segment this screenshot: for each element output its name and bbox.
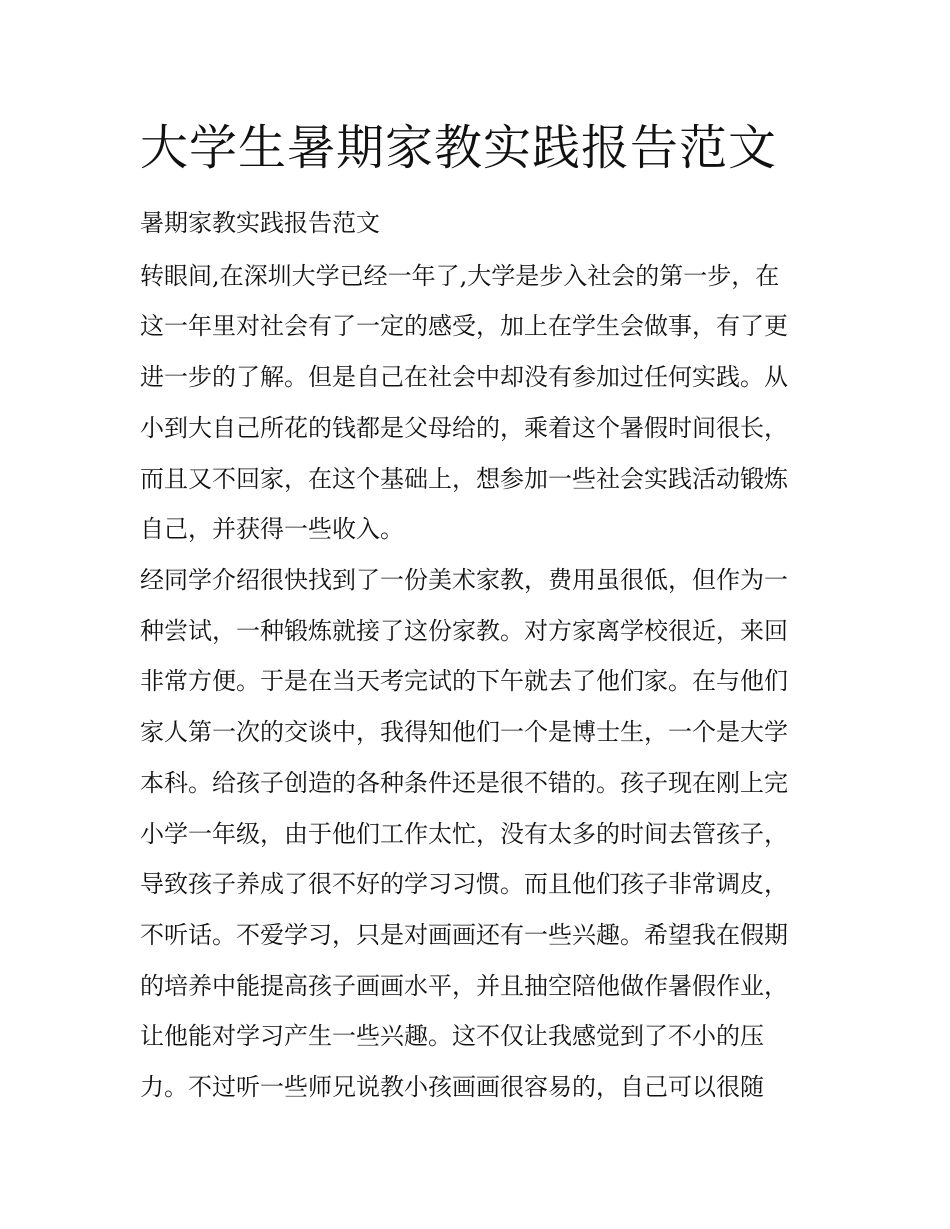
paragraph-line: 自己，并获得一些收入。 bbox=[140, 515, 404, 543]
paragraph-line: 这一年里对社会有了一定的感受，加上在学生会做事，有了更 bbox=[140, 312, 788, 340]
paragraph-line: 进一步的了解。但是自己在社会中却没有参加过任何实践。从 bbox=[140, 363, 788, 391]
document-subtitle: 暑期家教实践报告范文 bbox=[140, 209, 380, 237]
paragraph-line: 家人第一次的交谈中，我得知他们一个是博士生，一个是大学 bbox=[140, 718, 788, 746]
paragraph-line: 不听话。不爱学习，只是对画画还有一些兴趣。希望我在假期 bbox=[140, 921, 788, 949]
document-title: 大学生暑期家教实践报告范文 bbox=[140, 120, 778, 176]
paragraph-line: 而且又不回家，在这个基础上，想参加一些社会实践活动锻炼 bbox=[140, 465, 788, 493]
paragraph-line: 小到大自己所花的钱都是父母给的，乘着这个暑假时间很长， bbox=[140, 414, 788, 442]
paragraph-line: 力。不过听一些师兄说教小孩画画很容易的，自己可以很随 bbox=[140, 1073, 764, 1101]
paragraph-line: 经同学介绍很快找到了一份美术家教，费用虽很低，但作为一 bbox=[140, 566, 788, 594]
paragraph-line: 转眼间,在深圳大学已经一年了,大学是步入社会的第一步，在 bbox=[140, 262, 780, 290]
paragraph-line: 本科。给孩子创造的各种条件还是很不错的。孩子现在刚上完 bbox=[140, 769, 788, 797]
paragraph-line: 种尝试，一种锻炼就接了这份家教。对方家离学校很近，来回 bbox=[140, 617, 788, 645]
paragraph-line: 的培养中能提高孩子画画水平，并且抽空陪他做作暑假作业， bbox=[140, 972, 788, 1000]
paragraph-line: 非常方便。于是在当天考完试的下午就去了他们家。在与他们 bbox=[140, 667, 788, 695]
paragraph-line: 小学一年级，由于他们工作太忙，没有太多的时间去管孩子， bbox=[140, 820, 788, 848]
paragraph-line: 让他能对学习产生一些兴趣。这不仅让我感觉到了不小的压 bbox=[140, 1022, 764, 1050]
paragraph-line: 导致孩子养成了很不好的学习习惯。而且他们孩子非常调皮， bbox=[140, 870, 788, 898]
